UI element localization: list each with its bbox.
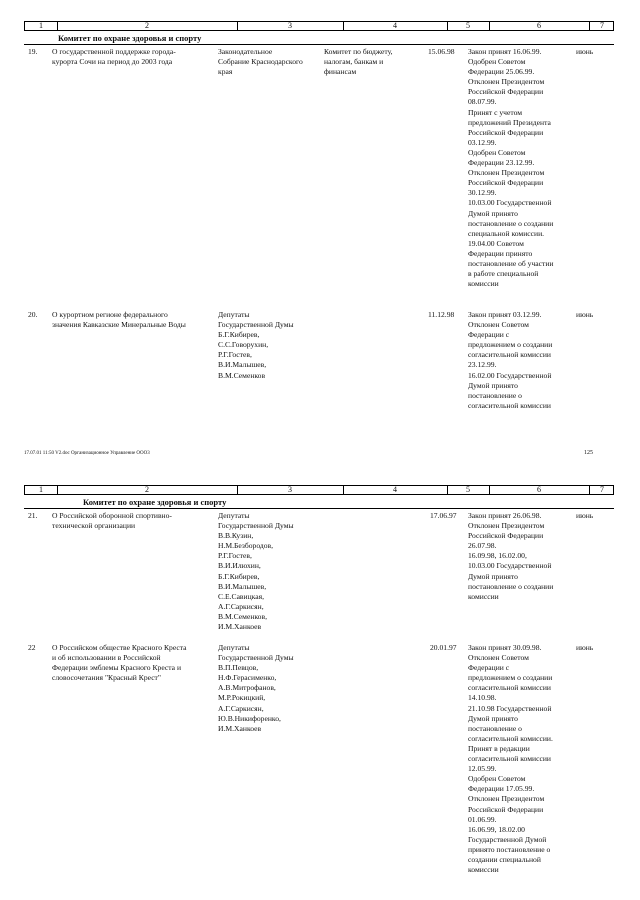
column-number: 4 xyxy=(393,21,397,30)
committee-underline xyxy=(24,44,614,45)
column-number: 3 xyxy=(288,485,292,494)
row-number: 20. xyxy=(28,310,38,319)
bill-status: Закон принят 26.06.98. Отклонен Президентом Российской Федерации 26.07.98. 16.09.98, 16.02.00, 10.03.00 Государственной Думой принято постановление о создании комиссии xyxy=(468,511,554,601)
column-number: 4 xyxy=(393,485,397,494)
submission-date: 20.01.97 xyxy=(430,643,457,652)
column-number: 1 xyxy=(39,21,43,30)
plan-month: июнь xyxy=(576,643,594,652)
submission-date: 15.06.98 xyxy=(428,47,455,56)
submission-date: 17.06.97 xyxy=(430,511,457,520)
row-number: 21. xyxy=(28,511,38,520)
file-footer: 17.07.01 11:50 V2.doc Организационное Управление ООО3 xyxy=(24,451,150,456)
column-number: 1 xyxy=(39,485,43,494)
bill-initiator: Депутаты Государственной Думы В.П.Певцов, Н.Ф.Герасименко, А.В.Митрофанов, М.Р.Рокицкий, А.Г.Саркисян, Ю.В.Никифоренко, И.М.Ханкоев xyxy=(218,643,294,733)
column-number: 5 xyxy=(466,21,470,30)
column-number: 7 xyxy=(600,485,604,494)
bill-initiator: Депутаты Государственной Думы В.В.Кузин, Н.М.Безбородов, Р.Г.Гостев, В.И.Илюхин, Б.Г.Кибирев, В.И.Малышев, С.Е.Савицкая, А.Г.Саркисян, В.М.Семенков, И.М.Ханкоев xyxy=(218,511,294,632)
column-number: 7 xyxy=(600,21,604,30)
column-number-header-1 xyxy=(24,21,614,31)
plan-month: июнь xyxy=(576,511,594,520)
column-number-header-2 xyxy=(24,485,614,495)
committee-heading: Комитет по охране здоровья и спорту xyxy=(83,497,227,507)
bill-title: О курортном регионе федерального значения Кавказские Минеральные Воды xyxy=(52,310,186,330)
bill-title: О Российском обществе Красного Креста и об использовании в Российской Федерации эмблемы Красного Креста и словосочетания "Красный Крест" xyxy=(52,643,187,683)
bill-initiator: Законодательное Собрание Краснодарского края xyxy=(218,47,303,77)
column-number: 5 xyxy=(466,485,470,494)
column-number: 6 xyxy=(537,21,541,30)
column-number: 6 xyxy=(537,485,541,494)
column-number: 2 xyxy=(145,21,149,30)
row-number: 19. xyxy=(28,47,38,56)
column-number: 2 xyxy=(145,485,149,494)
column-number: 3 xyxy=(288,21,292,30)
bill-title: О государственной поддержке города- курорта Сочи на период до 2003 года xyxy=(52,47,176,67)
bill-status: Закон принят 16.06.99. Одобрен Советом Федерации 25.06.99. Отклонен Президентом Российской Федерации 08.07.99. Принят с учетом предложений Президента Российской Федерации 03.12.99. Одобрен Советом Федерации 23.12.99. Отклонен Президентом Российской Федерации 30.12.99. 10.03.00 Государственной Думой принято постановление о создании специальной комиссии. 19.04.00 Советом Федерации принято постановление об участии в работе специальной комиссии xyxy=(468,47,554,289)
row-number: 22 xyxy=(28,643,36,652)
committee-underline xyxy=(24,508,614,509)
bill-status: Закон принят 30.09.98. Отклонен Советом Федерации с предложением о создании согласительной комиссии 14.10.98. 21.10.98 Государственной Думой принято постановление о согласительной комиссии. Принят в редакции согласительной комиссии 12.05.99. Одобрен Советом Федерации 17.05.99. Отклонен Президентом Российской Федерации 01.06.99. 16.06.99, 18.02.00 Государственной Думой принято постановление о создании специальной комиссии xyxy=(468,643,553,875)
responsible-committee: Комитет по бюджету, налогам, банкам и финансам xyxy=(324,47,393,77)
page-number: 125 xyxy=(584,450,593,456)
submission-date: 11.12.98 xyxy=(428,310,455,319)
committee-heading: Комитет по охране здоровья и спорту xyxy=(58,33,202,43)
bill-title: О Российской оборонной спортивно- технической организации xyxy=(52,511,172,531)
plan-month: июнь xyxy=(576,47,594,56)
bill-status: Закон принят 03.12.99. Отклонен Советом Федерации с предложением о создании согласительной комиссии 23.12.99. 16.02.00 Государственной Думой принято постановление о согласительной комиссии xyxy=(468,310,553,410)
bill-initiator: Депутаты Государственной Думы Б.Г.Кибирев, С.С.Говорухин, Р.Г.Гостев, В.И.Малышев, В.М.Семенков xyxy=(218,310,294,380)
plan-month: июнь xyxy=(576,310,594,319)
